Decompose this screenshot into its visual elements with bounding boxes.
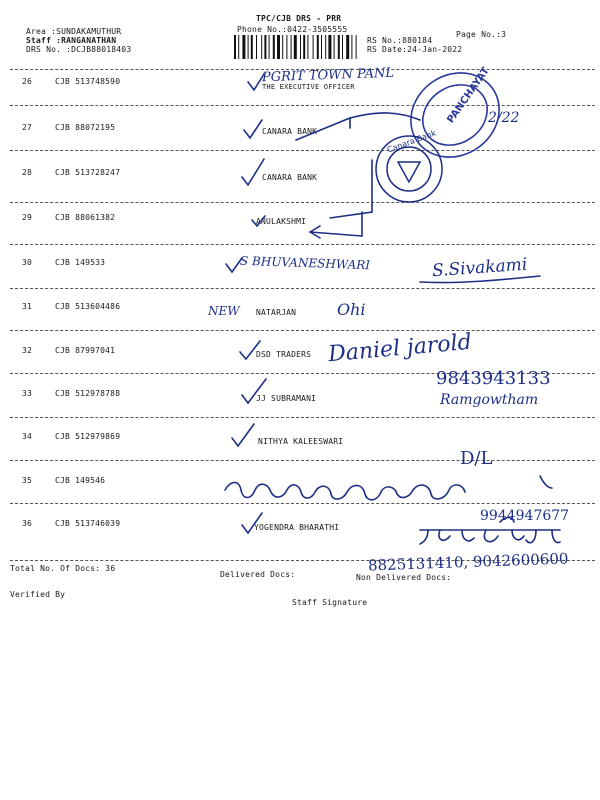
row-code: CJB 513746039 — [55, 519, 121, 528]
handwritten-mark-34: D/L — [460, 448, 493, 469]
barcode-bar — [277, 35, 280, 59]
handwritten-signature-32: Daniel jarold — [327, 329, 473, 368]
row-code: CJB 88061382 — [55, 213, 116, 222]
row-divider — [10, 244, 595, 245]
barcode-bar — [334, 35, 335, 59]
row-number: 29 — [22, 213, 33, 222]
canara-bank-stamp — [372, 128, 446, 206]
barcode-bar — [282, 35, 283, 59]
barcode-bar — [351, 35, 352, 59]
row-divider — [10, 330, 595, 331]
staff-label: Staff :RANGANATHAN — [26, 36, 117, 45]
row-code: CJB 88072195 — [55, 123, 116, 132]
barcode-bar — [248, 35, 249, 59]
rs-date: RS Date:24-Jan-2022 — [367, 45, 463, 54]
canara-bank-stamp-text: Canara Bank — [386, 128, 438, 155]
row-number: 28 — [22, 168, 33, 177]
document-title: TPC/CJB DRS - PRR — [256, 14, 342, 23]
row-number: 27 — [22, 123, 33, 132]
row-code: CJB 149533 — [55, 258, 106, 267]
row-code: CJB 513748590 — [55, 77, 121, 86]
row-name: ANULAKSHMI — [256, 217, 307, 226]
handwritten-new-31: NEW — [208, 304, 240, 318]
barcode-bar — [338, 35, 340, 59]
barcode-bar — [238, 35, 239, 59]
barcode-bar — [264, 35, 266, 59]
handwritten-signature-31: Ohi — [337, 300, 366, 319]
row-number: 31 — [22, 302, 33, 311]
barcode-bar — [269, 35, 270, 59]
row-code: CJB 512978788 — [55, 389, 121, 398]
barcode-bar — [242, 35, 245, 59]
row-code: CJB 513728247 — [55, 168, 121, 177]
row-number: 33 — [22, 389, 33, 398]
row-number: 34 — [22, 432, 33, 441]
barcode-bar — [286, 35, 287, 59]
total-docs: Total No. Of Docs: 36 — [10, 564, 116, 573]
row-name: CANARA BANK — [262, 127, 318, 136]
row-name: CANARA BANK — [262, 173, 318, 182]
handwritten-name-33: Ramgowtham — [440, 392, 539, 408]
barcode-bar — [291, 35, 292, 59]
row-code: CJB 513604486 — [55, 302, 121, 311]
row-name: NATARJAN — [256, 308, 297, 317]
row-name: NITHYA KALEESWARI — [258, 437, 344, 446]
row-name: THE EXECUTIVE OFFICER — [262, 83, 355, 91]
handwritten-signature-30: S.Sivakami — [431, 254, 528, 282]
barcode-bar — [256, 35, 257, 59]
handwritten-phone-35: 9944947677 — [480, 508, 570, 524]
barcode-bar — [234, 35, 236, 59]
barcode-bar — [346, 35, 349, 59]
barcode-bar — [321, 35, 322, 59]
row-name: JJ SUBRAMANI — [256, 394, 317, 403]
row-number: 30 — [22, 258, 33, 267]
barcode-bar — [328, 35, 331, 59]
row-divider — [10, 417, 595, 418]
handwritten-phones-36: 8825131410, 9042600600 — [367, 549, 569, 575]
row-number: 32 — [22, 346, 33, 355]
row-code: CJB 87997041 — [55, 346, 116, 355]
row-code: CJB 149546 — [55, 476, 106, 485]
row-number: 36 — [22, 519, 33, 528]
handwritten-recipient-30: S BHUVANESHWARI — [239, 253, 371, 273]
page-number: Page No.:3 — [456, 30, 507, 39]
phone-number: Phone No.:0422-3505555 — [237, 25, 348, 34]
barcode-bar — [294, 35, 297, 59]
staff-signature: Staff Signature — [292, 598, 368, 607]
row-divider — [10, 460, 595, 461]
row-number: 26 — [22, 77, 33, 86]
row-number: 35 — [22, 476, 33, 485]
row-code: CJB 512979869 — [55, 432, 121, 441]
barcode-bar — [300, 35, 301, 59]
drs-number: DRS No. :DCJB88018403 — [26, 45, 132, 54]
handwritten-date: 2/22 — [488, 110, 520, 126]
row-name: DSD TRADERS — [256, 350, 312, 359]
barcode-bar — [261, 35, 262, 59]
delivered-docs: Delivered Docs: — [220, 570, 296, 579]
non-delivered-docs: Non Delivered Docs: — [356, 573, 452, 582]
barcode-bar — [356, 35, 357, 59]
row-divider — [10, 288, 595, 289]
panchayat-stamp-text: PANCHAYAT — [445, 65, 492, 126]
barcode-bar — [307, 35, 308, 59]
barcode-bar — [313, 35, 314, 59]
handwritten-phone-32: 9843943133 — [436, 368, 551, 389]
barcode-bar — [303, 35, 305, 59]
rs-number: RS No.:880184 — [367, 36, 433, 45]
handwritten-recipient-26: PGRIT TOWN PANL — [261, 65, 395, 86]
row-divider — [10, 503, 595, 504]
barcode-bar — [273, 35, 275, 59]
row-name: YOGENDRA BHARATHI — [254, 523, 340, 532]
row-divider — [10, 202, 595, 203]
verified-by: Verified By — [10, 590, 66, 599]
barcode-bar — [342, 35, 343, 59]
barcode-bar — [325, 35, 326, 59]
barcode-bar — [251, 35, 253, 59]
area-label: Area :SUNDAKAMUTHUR — [26, 27, 122, 36]
barcode-bar — [317, 35, 319, 59]
